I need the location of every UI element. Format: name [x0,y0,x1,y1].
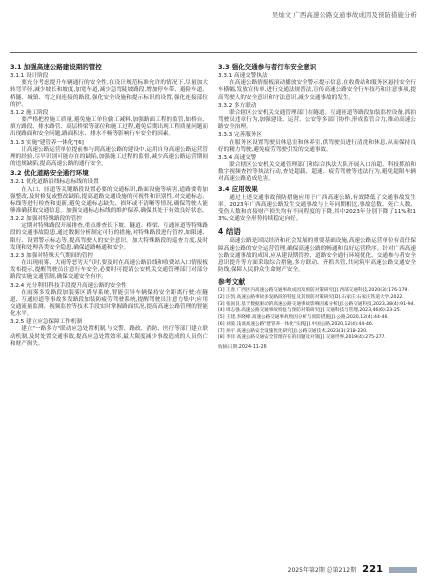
subsection-heading: 3.2.3 加强对特殊天气期间的管控 [10,252,94,259]
subsection-heading: 3.1.3 实施"建管养一体化"[6] [10,139,84,146]
reference-item: [8] 李洋.高速公路交通安全管理存在的问题及对策[J].交通世界,2019(4):275-277. [218,335,386,341]
paragraph: 要严格把控施工质量,避免施工单位偷工减料,加强路面工程的监管,如桥台、填方路段、排水路管、高层桥梁等部位和施工过程,避免后期出现工程质量问题而出现路面和安全问题,路面积水、排水不畅等影响行车安全的因素。 [10,117,208,138]
running-header: 吴灿文 广西高速公路交通事故成因及预防措施分析 [271,12,417,19]
footer-decor-bar [389,567,417,573]
paragraph: 在服务区设置驾驶员休息室和休养室,供驾驶员进行清洗和休息,从而保持良好的精力驾驶,避免疲劳驾驶引发的交通事故。 [218,139,416,153]
section-heading: 3.4 应用效果 [218,184,258,193]
subsection-heading: 3.2.2 加强对特殊路段的管控 [10,216,82,223]
subsection-heading: 3.2.4 充分利用科技手段提升高速公路的安全性 [10,282,127,289]
subsection-heading: 3.3.2 多方联动 [218,102,257,109]
subsection-heading: 3.3.3 完善服务区 [218,132,262,139]
references-heading: 参考文献 [218,278,246,287]
paragraph: 定期对特殊路段开展排查,重点排查长下坡、隧道、桥梁、互通匝道等特殊路段的交通事故隐患,通过数据分析制定可行的措施,对特殊路段进行管控,如限速、限行、设置警示标志等,提高驾驶人的安全意识。加大特殊路段的巡查力度,及时发现和处理各类安全隐患,确保道路畅通和安全。 [10,223,208,251]
reference-item: [4] 周志强.高速公路交通事故特征与预防对策研究[J].交通科技与管理,2023,46(6):23-25. [218,308,402,314]
paragraph: 联合辖区公安机关交通管理部门在隧道、互通匝道等路段加装监控设备,抓拍驾驶员违章行为,加强建设、运营、公安等多部门协作,形成监管合力,推动高速公路安全治理。 [218,109,416,131]
paragraph: 在入口、匝道等关键路段设置必要的交通标识,路面设施等病害,道路要将加强整改,及时修复或整改缺陷,提高道路交通设施的可视性和识别性,对交通标志、标线等进行检查和更新,避免交通标志缺失、损坏或不清晰等情况,确保驾驶人能够准确获取交通信息。加强交通标志标线的维护保养,确保其处于有效良好状态。 [10,186,208,214]
section-heading: 3.2 优化道路安全通行环境 [10,169,89,178]
issue-info: 2025年第2期 总第212期 [287,567,357,574]
paragraph: 建立"一路多方"联动应急处置机制,与交警、路政、消防、医疗等部门建立联动机制,及时处置交通事故,提高应急处置效率,最大限度减少事故造成的人员伤亡和财产损失。 [10,326,208,347]
page-number: 221 [362,564,383,575]
paragraph: 让高速公路运营单位提前参与到高速公路的建设中,运用自身高速公路运营管理的经验,尽早识别可能存在的缺陷,加强施工过程的监督,减少高速公路运营期间的违规缺陷,提高高速公路的通行安全。 [10,146,208,168]
paragraph: 在出现雨雾、大雨等恶劣天气时,要及时在高速公路沿线和收费站入口情报板发布提示,提醒驾驶员注意行车安全,必要时可提请公安机关交通管理部门对部分路段实施交通管制,确保交通安全有序。 [10,260,208,281]
subsection-heading: 3.1.1 设计阶段 [10,73,49,80]
reference-item: [3] 张国良.基于数据驱动的高速公路交通事故影响因素分析[J].公路交通科技,2023,38(4):91-94. [218,301,415,307]
references-list [218,288,416,341]
section-heading: 3.1 加强高速公路建设期的管控 [10,63,102,71]
page-footer [288,564,417,575]
section-heading: 3.3 强化交通参与者行车安全意识 [218,63,317,71]
subsection-heading: 3.2.1 优化道路沿线标志标线的设置 [10,179,99,186]
header-divider [10,52,417,53]
subsection-heading: 3.2.5 建立应急保障工作机制 [10,319,82,326]
left-column [10,62,208,348]
paragraph: 通过上述交通事故预防措施应用于广西高速公路,有效降低了交通事故发生率。2023年广西高速公路发生交通事故与上年同期相比,事故总数、死亡人数、受伤人数和直接财产损失均有不同程度的下降,其中2023年分别下降了11%和13%,交通安全形势持续稳定向好。 [218,194,416,223]
subsection-heading: 3.3.4 高速交警 [218,154,257,161]
subsection-heading: 3.1.2 施工阶段 [10,109,49,116]
reference-item: [7] 孙宇.高速公路安全设施优化研究[J].公路交通技术,2023(3):218-220. [218,328,368,334]
reference-item: [5] 王建,李晓峰.高速公路交通事故致因分析与预防措施[J].公路,2020,12(4):44-46. [218,315,389,321]
paragraph: 在高速公路情报板滚动播放安全警示提示信息,在收费站和服务区悬挂安全行车横幅,发放宣传单,进行交通法规普法,宣传高速公路安全行车技巧和注意事项,提高驾驶人的安全意识和守法意识,减少交通事故的发生。 [218,80,416,101]
reference-item: [6] 刘爱.浅谈高速公路"建管养一体化"实践[J].中国公路,2020,12(4):44-46. [218,321,374,327]
reference-item: [2] 汪凯.高速公路事故多发路段的特征及其预防对策研究[D].石家庄:石家庄铁道大学,2022. [218,295,404,301]
subsection-heading: 3.3.1 高速交警执法 [218,73,268,80]
paragraph: 高速公路是国民经济和社会发展的重要基础设施,高速公路运营单位有责任保障高速公路的安全运营管理,确保高速公路的畅通和良好运营秩序。针对广西高速公路交通事故的成因,应从建设期管控、道路安全通行环境优化、交通参与者安全意识提升等方面采取综合措施,多方联动、齐抓共管,共同筑牢高速公路交通安全防线,保障人民群众生命财产安全。 [218,238,416,274]
right-column [218,62,416,351]
received-date: 收稿日期:2024-11-26 [218,345,267,350]
paragraph: 联合辖区公安机关交通管理部门和综合执法大队开展入口治超、科技抓拍和数字视频查控等执法行动,查处超载、超速、疲劳驾驶等违法行为,避免超限车辆对高速公路造成危害。 [218,162,416,183]
reference-item: [1] 王春.广西区内高速公路交通事故成因及预防对策研究[J].西部交通科技,2020(3):176-179. [218,288,409,294]
conclusion-heading: 4 结语 [218,227,241,237]
paragraph: 要充分考虑提升车辆通行的安全性,在设计规范标准允许的情况下,尽量加大转弯半径,减少坡长和坡度,加宽车道,减少急弯陡坡路段,增加停车带、避险车道、桥隧、城镇、弯之间连接的路段,强化安全设施和提示标识的设置,强化连接部位的护。 [10,80,208,108]
paragraph: 在雨雾多发路段加装雾区诱导系统,智能引导车辆保持安全距离行驶;在隧道、互通匝道等事故多发路段加装防疲劳驾驶系统,提醒驾驶员注意力集中;应用交通流量监测、视频监控等技术手段实时掌握路面状况,提高高速公路管理的智能化水平。 [10,289,208,318]
